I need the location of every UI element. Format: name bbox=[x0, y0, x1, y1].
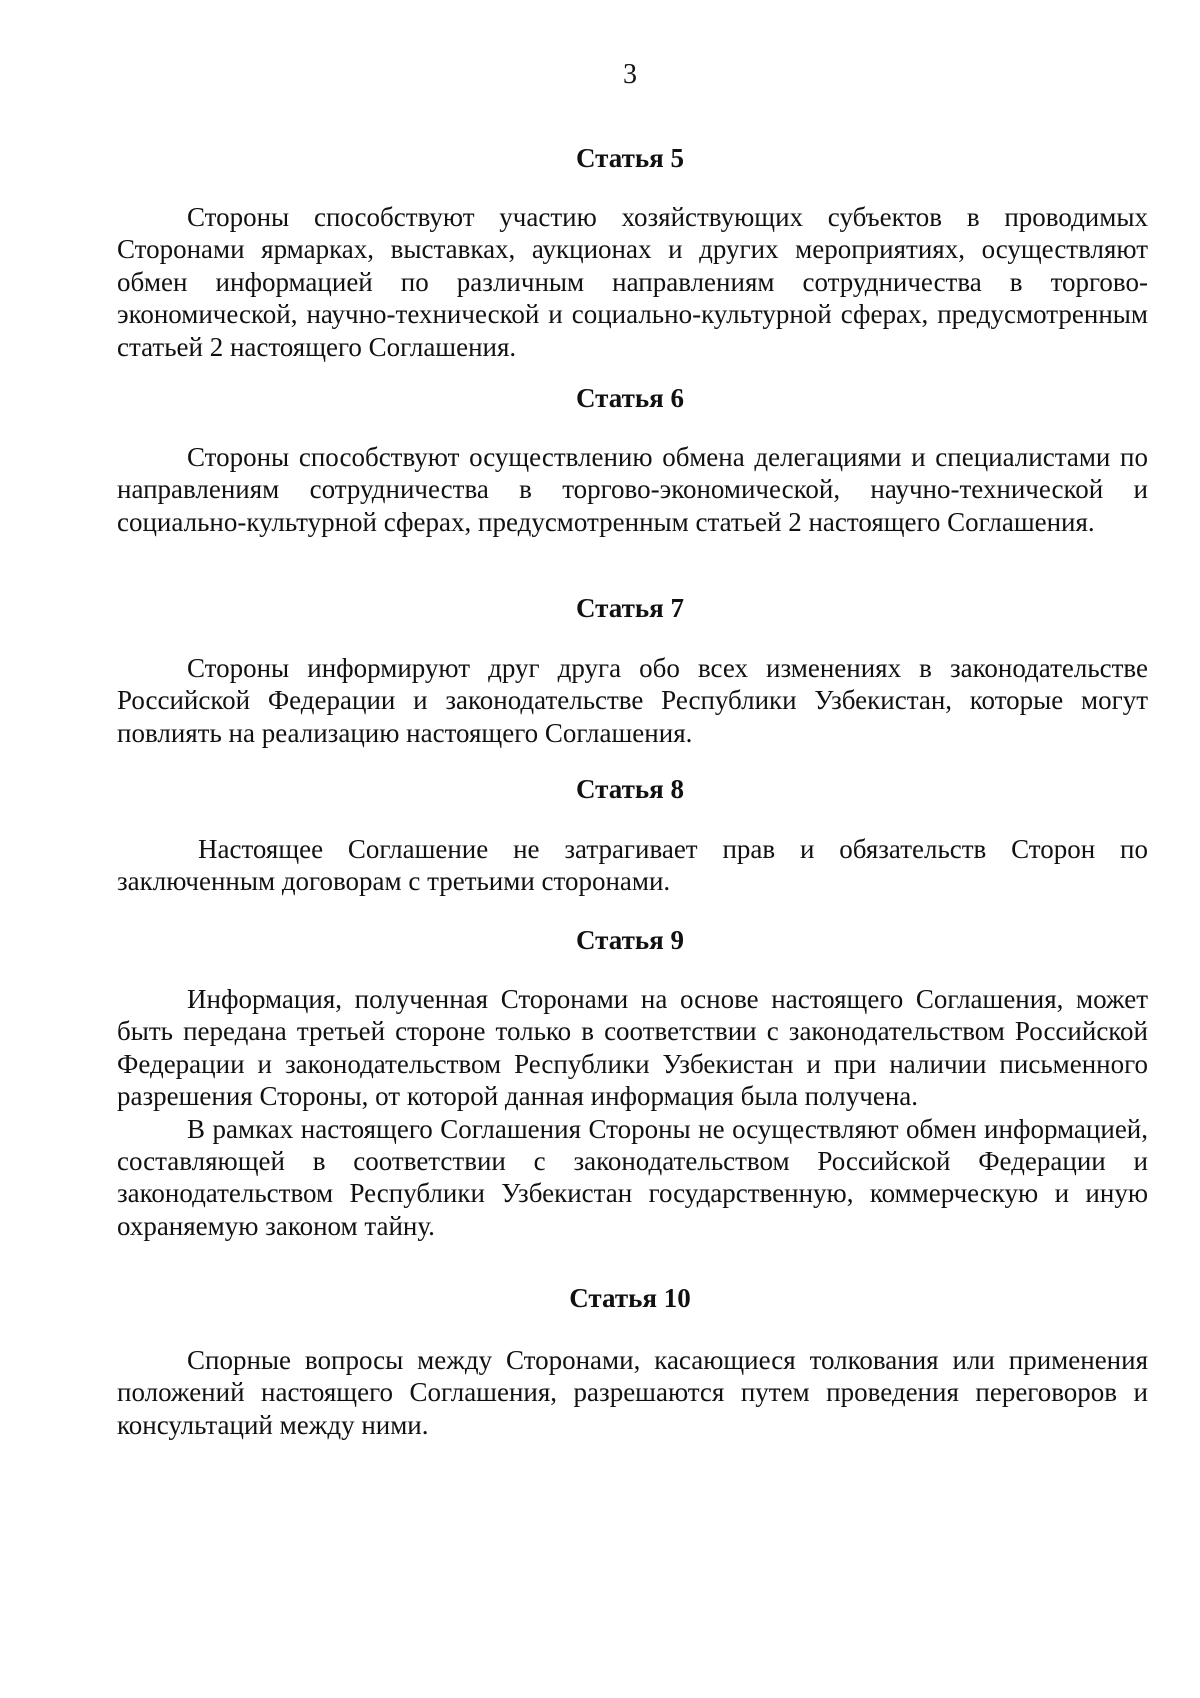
article-8-title: Статья 8 bbox=[576, 774, 684, 804]
article-10-paragraph-1: Спорные вопросы между Сторонами, касающиеся толкования или применения положений настоящего Соглашения, разрешаются путем проведения переговоров и консультаций между ними. bbox=[117, 1345, 1148, 1440]
article-7-paragraph-1: Стороны информируют друг друга обо всех изменениях в законодательстве Российской Федерации и законодательстве Республики Узбекистан, которые могут повлиять на реализацию настоящего Соглашения. bbox=[117, 653, 1148, 748]
article-8-body bbox=[117, 833, 1148, 898]
article-5-paragraph-1: Стороны способствуют участию хозяйствующих субъектов в проводимых Сторонами ярмарках, выставках, аукционах и других мероприятиях, осуществляют обмен информацией по различным направлениям сотрудничества в торгово-экономической, научно-технической и социально-культурной сферах, предусмотренным статьей 2 настоящего Соглашения. bbox=[117, 202, 1148, 362]
article-5-title: Статья 5 bbox=[576, 143, 684, 173]
article-7-title: Статья 7 bbox=[576, 593, 684, 623]
article-6-paragraph-1: Стороны способствуют осуществлению обмена делегациями и специалистами по направлениям сотрудничества в торгово-экономической, научно-технической и социально-культурной сферах, предусмотренным статьей 2 настоящего Соглашения. bbox=[117, 442, 1148, 537]
article-8-paragraph-1: Настоящее Соглашение не затрагивает прав и обязательств Сторон по заключенным договорам с третьими сторонами. bbox=[117, 834, 1148, 897]
article-10-body bbox=[117, 1344, 1148, 1441]
article-7-body bbox=[117, 652, 1148, 749]
article-6-body bbox=[117, 441, 1148, 538]
article-9-paragraph-1: Информация, полученная Сторонами на основе настоящего Соглашения, может быть передана третьей стороне только в соответствии с законодательством Российской Федерации и законодательством Республики Узбекистан и при наличии письменного разрешения Стороны, от которой данная информация была получена. bbox=[117, 984, 1148, 1112]
article-9-title: Статья 9 bbox=[576, 925, 684, 955]
article-10-title: Статья 10 bbox=[569, 1283, 691, 1313]
article-5-body bbox=[117, 201, 1148, 363]
article-6-title: Статья 6 bbox=[576, 383, 684, 413]
article-9-paragraph-2: В рамках настоящего Соглашения Стороны не осуществляют обмен информацией, составляющей в соответствии с законодательством Российской Федерации и законодательством Республики Узбекистан государственную, коммерческую и иную охраняемую законом тайну. bbox=[117, 1113, 1148, 1241]
page-number: 3 bbox=[623, 59, 637, 90]
article-9-body bbox=[117, 983, 1148, 1242]
